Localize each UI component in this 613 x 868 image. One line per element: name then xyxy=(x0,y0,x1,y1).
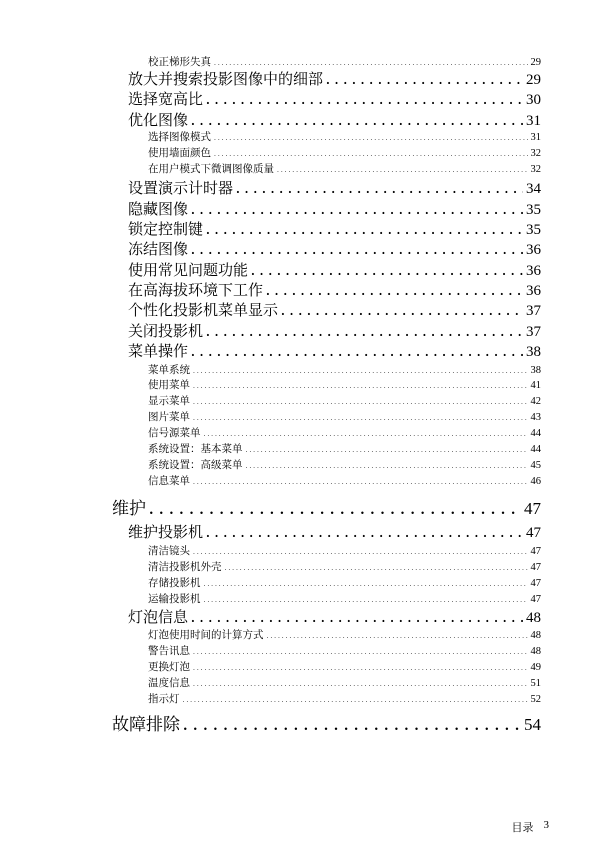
dot-leader xyxy=(326,75,523,86)
toc-entry[interactable] xyxy=(128,303,541,319)
footer-page-number: 3 xyxy=(543,819,549,831)
toc-entry[interactable] xyxy=(128,92,541,108)
toc-entry-title: 信号源菜单 xyxy=(148,427,201,439)
dot-leader xyxy=(206,327,523,338)
toc-entry-title: 选择宽高比 xyxy=(128,90,204,108)
toc-entry-page: 38 xyxy=(530,365,541,376)
toc-entry-title: 信息菜单 xyxy=(148,475,190,487)
dot-leader xyxy=(236,184,523,195)
toc-entry-title: 选择图像模式 xyxy=(148,131,211,143)
toc-entry-page: 46 xyxy=(530,476,541,487)
toc-entry-page: 32 xyxy=(530,148,541,159)
footer-label: 目录 xyxy=(511,821,534,834)
dot-leader xyxy=(267,634,528,640)
toc-entry-title: 指示灯 xyxy=(148,693,180,705)
toc-entry-title: 清洁镜头 xyxy=(148,545,190,557)
page-footer xyxy=(512,819,550,835)
toc-entry-page: 35 xyxy=(526,202,541,218)
toc-entry[interactable] xyxy=(128,610,541,626)
toc-entry-title: 维护投影机 xyxy=(128,523,204,541)
toc-entry-page: 31 xyxy=(526,113,541,129)
toc-entry-title: 运输投影机 xyxy=(148,593,201,605)
toc-entry-title: 更换灯泡 xyxy=(148,661,190,673)
toc-entry-page: 47 xyxy=(530,594,541,605)
toc-entry-page: 36 xyxy=(526,283,541,299)
toc-entry-title: 在用户模式下微调图像质量 xyxy=(148,163,274,175)
toc-entry-page: 38 xyxy=(526,344,541,360)
toc-entry-title: 图片菜单 xyxy=(148,411,190,423)
toc-entry-page: 52 xyxy=(530,694,541,705)
toc-entry[interactable] xyxy=(148,460,541,472)
toc-entry[interactable] xyxy=(128,181,541,197)
dot-leader xyxy=(193,384,528,390)
dot-leader xyxy=(193,400,528,406)
toc-entry[interactable] xyxy=(148,562,541,574)
dot-leader xyxy=(191,613,523,624)
dot-leader xyxy=(183,698,528,704)
toc-entry[interactable] xyxy=(148,594,541,606)
dot-leader xyxy=(193,682,528,688)
dot-leader xyxy=(266,286,523,297)
dot-leader xyxy=(193,550,528,556)
toc-entry[interactable] xyxy=(148,662,541,674)
toc-entry[interactable] xyxy=(128,72,541,88)
toc-entry[interactable] xyxy=(148,365,541,377)
toc-entry[interactable] xyxy=(148,694,541,706)
toc-entry-title: 清洁投影机外壳 xyxy=(148,561,222,573)
dot-leader xyxy=(214,61,528,67)
dot-leader xyxy=(206,95,523,106)
dot-leader xyxy=(193,416,528,422)
toc-entry-title: 灯泡使用时间的计算方式 xyxy=(148,629,264,641)
toc-entry-page: 45 xyxy=(530,460,541,471)
toc-entry-title: 系统设置：基本菜单 xyxy=(148,443,243,455)
toc-entry-title: 关闭投影机 xyxy=(128,322,204,340)
toc-entry-page: 48 xyxy=(530,646,541,657)
toc-entry-page: 51 xyxy=(530,678,541,689)
dot-leader xyxy=(191,245,523,256)
toc-entry-title: 使用常见问题功能 xyxy=(128,261,249,279)
toc-entry-title: 在高海拔环境下工作 xyxy=(128,281,264,299)
toc-entry-page: 29 xyxy=(526,72,541,88)
toc-entry[interactable] xyxy=(128,324,541,340)
toc-entry[interactable] xyxy=(148,428,541,440)
dot-leader xyxy=(281,306,523,317)
toc-entry-page: 35 xyxy=(526,222,541,238)
toc-entry-page: 54 xyxy=(524,715,541,734)
toc-entry-title: 显示菜单 xyxy=(148,395,190,407)
toc-entry-title: 维护 xyxy=(112,499,146,519)
dot-leader xyxy=(191,205,523,216)
toc-entry-title: 校正梯形失真 xyxy=(148,56,211,68)
toc-entry-title: 系统设置：高级菜单 xyxy=(148,459,243,471)
toc-entry[interactable] xyxy=(128,242,541,258)
dot-leader xyxy=(204,582,528,588)
toc-entry[interactable] xyxy=(148,546,541,558)
dot-leader xyxy=(206,225,523,236)
toc-entry[interactable] xyxy=(128,263,541,279)
toc-entry-page: 32 xyxy=(530,164,541,175)
dot-leader xyxy=(277,168,528,174)
toc-entry-page: 47 xyxy=(526,525,541,541)
toc-entry[interactable] xyxy=(128,525,541,541)
toc-entry-title: 设置演示计时器 xyxy=(128,179,234,197)
dot-leader xyxy=(204,598,528,604)
dot-leader xyxy=(225,566,528,572)
toc-entry[interactable] xyxy=(148,164,541,176)
toc-entry-page: 43 xyxy=(530,412,541,423)
toc-entry[interactable] xyxy=(148,396,541,408)
toc-entry[interactable] xyxy=(128,113,541,129)
toc-entry-title: 个性化投影机菜单显示 xyxy=(128,301,279,319)
dot-leader xyxy=(204,432,528,438)
dot-leader xyxy=(191,347,523,358)
toc-entry[interactable] xyxy=(148,678,541,690)
toc-entry-title: 菜单系统 xyxy=(148,364,190,376)
toc-entry-title: 警告讯息 xyxy=(148,645,190,657)
dot-leader xyxy=(193,650,528,656)
toc-entry-page: 37 xyxy=(526,303,541,319)
dot-leader xyxy=(183,720,521,733)
toc-entry[interactable] xyxy=(128,222,541,238)
toc-entry-title: 故障排除 xyxy=(112,715,180,735)
toc-entry[interactable] xyxy=(148,476,541,488)
dot-leader xyxy=(149,504,521,517)
toc-entry-title: 放大并搜索投影图像中的细部 xyxy=(128,70,324,88)
toc-entry-title: 使用菜单 xyxy=(148,379,190,391)
toc-entry[interactable] xyxy=(112,716,541,734)
dot-leader xyxy=(193,666,528,672)
toc-entry-page: 42 xyxy=(530,396,541,407)
toc-entry-title: 冻结图像 xyxy=(128,240,189,258)
toc-entry-page: 30 xyxy=(526,92,541,108)
dot-leader xyxy=(191,116,523,127)
toc-entry-page: 47 xyxy=(530,546,541,557)
toc-entry-page: 44 xyxy=(530,428,541,439)
toc-entry-title: 锁定控制键 xyxy=(128,220,204,238)
toc-entry-page: 47 xyxy=(530,578,541,589)
dot-leader xyxy=(214,152,528,158)
toc-entry-title: 优化图像 xyxy=(128,111,189,129)
toc-entry-page: 31 xyxy=(530,132,541,143)
toc-entry[interactable] xyxy=(148,132,541,144)
toc-entry-title: 灯泡信息 xyxy=(128,608,189,626)
dot-leader xyxy=(193,369,528,375)
toc-entry[interactable] xyxy=(148,578,541,590)
toc-entry-title: 温度信息 xyxy=(148,677,190,689)
dot-leader xyxy=(214,136,528,142)
toc-entry[interactable] xyxy=(112,500,541,518)
toc-entry-page: 47 xyxy=(530,562,541,573)
toc-entry-title: 隐藏图像 xyxy=(128,200,189,218)
toc-entry-page: 49 xyxy=(530,662,541,673)
toc-entry-page: 47 xyxy=(524,499,541,518)
toc-entry-page: 41 xyxy=(530,380,541,391)
toc-entry-page: 36 xyxy=(526,263,541,279)
toc-entry[interactable] xyxy=(128,344,541,360)
toc-entry-page: 36 xyxy=(526,242,541,258)
toc-entry-page: 48 xyxy=(530,630,541,641)
toc-entry[interactable] xyxy=(148,148,541,160)
dot-leader xyxy=(193,480,528,486)
toc-entry-page: 44 xyxy=(530,444,541,455)
toc-entry[interactable] xyxy=(148,380,541,392)
toc-entry-title: 菜单操作 xyxy=(128,342,189,360)
dot-leader xyxy=(246,464,528,470)
toc-entry[interactable] xyxy=(128,202,541,218)
toc-entry-title: 存储投影机 xyxy=(148,577,201,589)
dot-leader xyxy=(251,266,523,277)
toc-entry[interactable] xyxy=(148,630,541,642)
toc-entry[interactable] xyxy=(148,646,541,658)
toc-entry-page: 34 xyxy=(526,181,541,197)
toc-entry[interactable] xyxy=(148,444,541,456)
toc-entry-page: 48 xyxy=(526,610,541,626)
toc-entry[interactable] xyxy=(148,57,541,69)
toc-entry-title: 使用墙面颜色 xyxy=(148,147,211,159)
toc-entry[interactable] xyxy=(128,283,541,299)
dot-leader xyxy=(206,528,523,539)
toc-entry-page: 29 xyxy=(530,57,541,68)
dot-leader xyxy=(246,448,528,454)
toc-entry[interactable] xyxy=(148,412,541,424)
toc-entry-page: 37 xyxy=(526,324,541,340)
